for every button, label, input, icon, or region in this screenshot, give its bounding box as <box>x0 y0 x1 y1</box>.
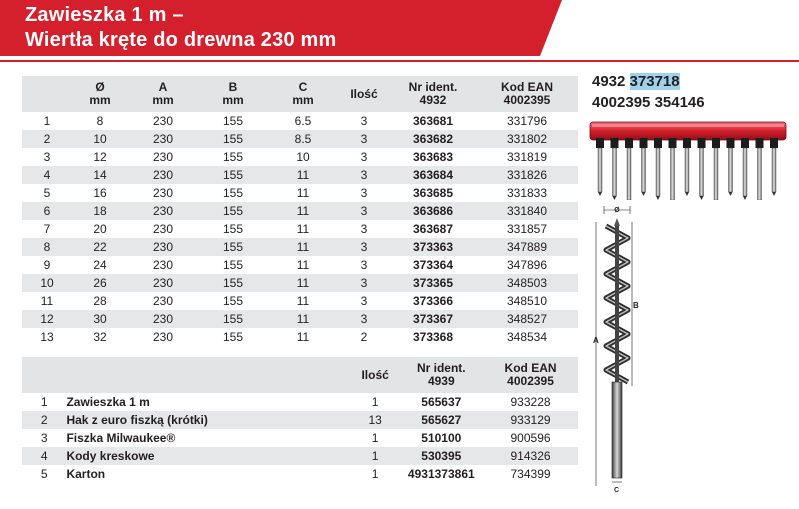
a-cell: 230 <box>128 310 198 328</box>
header-cell-a: A mm <box>128 76 198 112</box>
table-row <box>22 184 578 202</box>
rack-hook <box>596 138 604 148</box>
title-banner-tail <box>540 0 562 56</box>
c-cell: 11 <box>268 310 338 328</box>
ident-cell: 530395 <box>400 447 484 465</box>
c-cell: 11 <box>296 222 310 236</box>
ean-cell: 347896 <box>506 258 548 272</box>
quantity-cell: 2 <box>360 330 368 344</box>
table-header-row <box>22 76 578 112</box>
a-cell: 230 <box>128 274 198 292</box>
rack-hook <box>625 138 633 148</box>
row-number: 4 <box>22 166 72 184</box>
a-cell: 230 <box>128 202 198 220</box>
row-number: 5 <box>40 467 48 481</box>
header-cell-b: B mm <box>198 76 268 112</box>
ident-cell: 373366 <box>412 294 454 308</box>
header-cell-ident: Nr ident. 4939 <box>400 357 484 393</box>
ean-cell: 331833 <box>506 186 548 200</box>
c-cell: 8.5 <box>268 130 338 148</box>
row-number: 3 <box>43 150 51 164</box>
row-number: 1 <box>40 395 48 409</box>
ean-cell: 914326 <box>483 447 578 465</box>
ean-cell: 331819 <box>506 150 548 164</box>
rack-hook <box>712 138 720 148</box>
row-number: 2 <box>22 130 72 148</box>
row-number: 10 <box>22 274 72 292</box>
rack-hook <box>640 138 648 148</box>
table-row <box>22 429 578 447</box>
b-cell: 155 <box>198 274 268 292</box>
rack-drill-bit <box>656 148 660 196</box>
table-row <box>22 465 578 483</box>
rack-drill-bit <box>685 148 689 192</box>
quantity-cell: 3 <box>338 166 390 184</box>
quantity-cell: 3 <box>338 202 390 220</box>
diameter-cell: 20 <box>93 222 107 236</box>
b-cell: 155 <box>222 294 244 308</box>
rack-drill-bit <box>772 148 776 192</box>
row-number: 6 <box>22 202 72 220</box>
item-name-cell: Zawieszka 1 m <box>66 395 150 409</box>
a-cell: 230 <box>152 186 174 200</box>
diameter-cell: 18 <box>72 202 128 220</box>
b-cell: 155 <box>222 222 244 236</box>
rack-hook <box>654 138 662 148</box>
rack-drill-tip <box>613 196 617 200</box>
header-cell-c: C mm <box>268 76 338 112</box>
ean-cell: 900596 <box>510 431 551 445</box>
row-number: 11 <box>40 294 54 308</box>
c-cell: 6.5 <box>294 114 312 128</box>
table-row <box>22 112 578 130</box>
item-name-cell: Kody kreskowe <box>66 447 350 465</box>
quantity-cell: 3 <box>360 294 368 308</box>
a-cell: 230 <box>128 238 198 256</box>
a-cell: 230 <box>128 166 198 184</box>
a-cell: 230 <box>152 150 174 164</box>
table-row <box>22 447 578 465</box>
ident-cell: 565637 <box>421 395 462 409</box>
table-header-row <box>22 357 578 393</box>
rack-drill-tip <box>685 192 689 196</box>
row-number: 7 <box>43 222 51 236</box>
b-cell: 155 <box>198 130 268 148</box>
ident-cell: 373364 <box>412 258 454 272</box>
table-row <box>22 393 578 411</box>
table-row <box>22 292 578 310</box>
ident-cell: 363682 <box>390 130 476 148</box>
rack-drill-bit <box>598 148 602 192</box>
diameter-cell: 32 <box>93 330 107 344</box>
a-cell: 230 <box>152 294 174 308</box>
rack-drill-bit <box>714 148 718 200</box>
hanger-rack-image <box>588 118 788 200</box>
c-cell: 11 <box>268 202 338 220</box>
c-cell: 10 <box>296 150 310 164</box>
diameter-cell: 16 <box>93 186 107 200</box>
b-cell: 155 <box>222 258 244 272</box>
rack-drill-tip <box>598 192 602 196</box>
c-cell: 11 <box>296 294 310 308</box>
b-cell: 155 <box>198 202 268 220</box>
quantity-cell: 1 <box>371 431 379 445</box>
table-row <box>22 411 578 429</box>
item-name-cell: Hak z euro fiszką (krótki) <box>66 411 350 429</box>
item-name-cell: Karton <box>66 467 106 481</box>
rack-hook <box>611 138 619 148</box>
ident-cell: 4931373861 <box>407 467 475 481</box>
a-cell: 230 <box>152 222 174 236</box>
ident-cell: 363686 <box>390 202 476 220</box>
accessories-table <box>22 357 578 483</box>
page-title-line1: Zawieszka 1 m – <box>25 4 184 26</box>
rack-drill-tip <box>642 192 646 196</box>
ident-cell: 373365 <box>390 274 476 292</box>
b-cell: 155 <box>222 150 244 164</box>
row-number: 5 <box>43 186 51 200</box>
header-cell-ean: Kod EAN 4002395 <box>476 76 578 112</box>
ean-cell: 933129 <box>483 411 578 429</box>
drill-bit-table <box>22 76 578 346</box>
ean-cell: 933228 <box>510 395 551 409</box>
row-number: 13 <box>40 330 54 344</box>
table-row <box>22 238 578 256</box>
rack-drill-bit <box>627 148 631 200</box>
header-cell-empty <box>22 76 72 112</box>
rack-drill-tip <box>656 196 660 200</box>
b-cell: 155 <box>198 310 268 328</box>
ident-cell: 565627 <box>400 411 484 429</box>
c-cell: 11 <box>296 258 310 272</box>
diameter-cell: 28 <box>93 294 107 308</box>
header-cell-empty <box>66 357 350 393</box>
table-row <box>22 328 578 346</box>
diameter-cell: 22 <box>72 238 128 256</box>
ean-cell: 331857 <box>506 222 548 236</box>
table-row <box>22 202 578 220</box>
ean-cell: 734399 <box>510 467 551 481</box>
rack-hook <box>756 138 764 148</box>
quantity-cell: 3 <box>360 150 368 164</box>
diameter-cell: 12 <box>93 150 107 164</box>
ident-cell: 363683 <box>412 150 454 164</box>
c-cell: 11 <box>296 330 310 344</box>
quantity-cell: 3 <box>338 310 390 328</box>
ident-cell: 510100 <box>421 431 462 445</box>
ident-cell: 363684 <box>390 166 476 184</box>
rack-drill-bit <box>743 148 747 196</box>
rack-drill-bit <box>642 148 646 192</box>
rack-drill-bit <box>729 148 733 192</box>
rack-hook <box>698 138 706 148</box>
header-divider <box>0 60 799 62</box>
rack-drill-tip <box>743 196 747 200</box>
rack-drill-bit <box>613 148 617 196</box>
ident-cell: 363687 <box>412 222 454 236</box>
diameter-cell: 14 <box>72 166 128 184</box>
header-cell-empty <box>22 357 66 393</box>
rack-drill-bit <box>700 148 704 196</box>
quantity-cell: 3 <box>360 222 368 236</box>
row-number: 3 <box>40 431 48 445</box>
dimension-b-label: B <box>633 301 639 310</box>
ean-cell: 348503 <box>476 274 578 292</box>
c-cell: 11 <box>268 166 338 184</box>
rack-drill-bit <box>758 148 762 200</box>
ean-cell: 331796 <box>506 114 548 128</box>
row-number: 1 <box>43 114 51 128</box>
ean-cell: 331840 <box>476 202 578 220</box>
ident-cell: 373363 <box>390 238 476 256</box>
rack-hook <box>669 138 677 148</box>
ean-cell: 348534 <box>506 330 548 344</box>
a-cell: 230 <box>152 258 174 272</box>
b-cell: 155 <box>198 238 268 256</box>
row-number: 2 <box>22 411 66 429</box>
header-cell-diameter: Ø mm <box>72 76 128 112</box>
rack-hook <box>727 138 735 148</box>
ean-cell: 347889 <box>476 238 578 256</box>
header-cell-ident: Nr ident. 4932 <box>390 76 476 112</box>
rack-drill-tip <box>772 192 776 196</box>
table-row <box>22 130 578 148</box>
header-cell-ean: Kod EAN 4002395 <box>483 357 578 393</box>
header-cell-quantity: Ilość <box>351 357 400 393</box>
b-cell: 155 <box>222 114 244 128</box>
table-row <box>22 148 578 166</box>
row-number: 9 <box>43 258 51 272</box>
diameter-cell: 30 <box>72 310 128 328</box>
rack-ean-code: 4002395 354146 <box>592 94 705 111</box>
a-cell: 230 <box>128 130 198 148</box>
table-row <box>22 256 578 274</box>
ean-cell: 331826 <box>476 166 578 184</box>
rack-hook <box>683 138 691 148</box>
ean-cell: 348527 <box>476 310 578 328</box>
diameter-cell: 10 <box>72 130 128 148</box>
ean-cell: 348510 <box>506 294 548 308</box>
c-cell: 11 <box>268 274 338 292</box>
table-row <box>22 166 578 184</box>
table-row <box>22 310 578 328</box>
highlighted-code: 373718 <box>629 73 680 90</box>
rack-drill-tip <box>729 192 733 196</box>
rack-drill-tip <box>700 196 704 200</box>
rack-ident-code: 4932 373718 <box>592 73 680 90</box>
quantity-cell: 3 <box>360 186 368 200</box>
a-cell: 230 <box>152 114 174 128</box>
page-title-line2: Wiertła kręte do drewna 230 mm <box>25 29 337 51</box>
diameter-cell: 26 <box>72 274 128 292</box>
quantity-cell: 1 <box>371 395 379 409</box>
row-number: 4 <box>22 447 66 465</box>
dimension-diameter-label: Ø <box>614 207 620 214</box>
b-cell: 155 <box>198 166 268 184</box>
diameter-cell: 24 <box>93 258 107 272</box>
quantity-cell: 3 <box>338 238 390 256</box>
ean-cell: 331802 <box>476 130 578 148</box>
quantity-cell: 13 <box>351 411 400 429</box>
c-cell: 11 <box>296 186 310 200</box>
ident-cell: 373368 <box>412 330 454 344</box>
rack-drill-bit <box>671 148 675 200</box>
quantity-cell: 3 <box>360 114 368 128</box>
ident-cell: 363685 <box>412 186 454 200</box>
rack-hook <box>770 138 778 148</box>
a-cell: 230 <box>152 330 174 344</box>
dimension-c-label: C <box>614 487 620 494</box>
diameter-cell: 8 <box>96 114 104 128</box>
ident-cell: 363681 <box>412 114 454 128</box>
quantity-cell: 3 <box>338 274 390 292</box>
item-name-cell: Fiszka Milwaukee® <box>66 431 176 445</box>
ident-cell: 373367 <box>390 310 476 328</box>
header-cell-quantity: Ilość <box>338 76 390 112</box>
b-cell: 155 <box>222 186 244 200</box>
row-number: 12 <box>22 310 72 328</box>
table-row <box>22 274 578 292</box>
quantity-cell: 3 <box>338 130 390 148</box>
c-cell: 11 <box>268 238 338 256</box>
quantity-cell: 3 <box>360 258 368 272</box>
rack-hook <box>741 138 749 148</box>
dimension-a-label: A <box>593 336 599 345</box>
b-cell: 155 <box>222 330 244 344</box>
quantity-cell: 1 <box>351 447 400 465</box>
row-number: 8 <box>22 238 72 256</box>
quantity-cell: 1 <box>371 467 379 481</box>
drill-bit-diagram <box>592 204 640 496</box>
table-row <box>22 220 578 238</box>
